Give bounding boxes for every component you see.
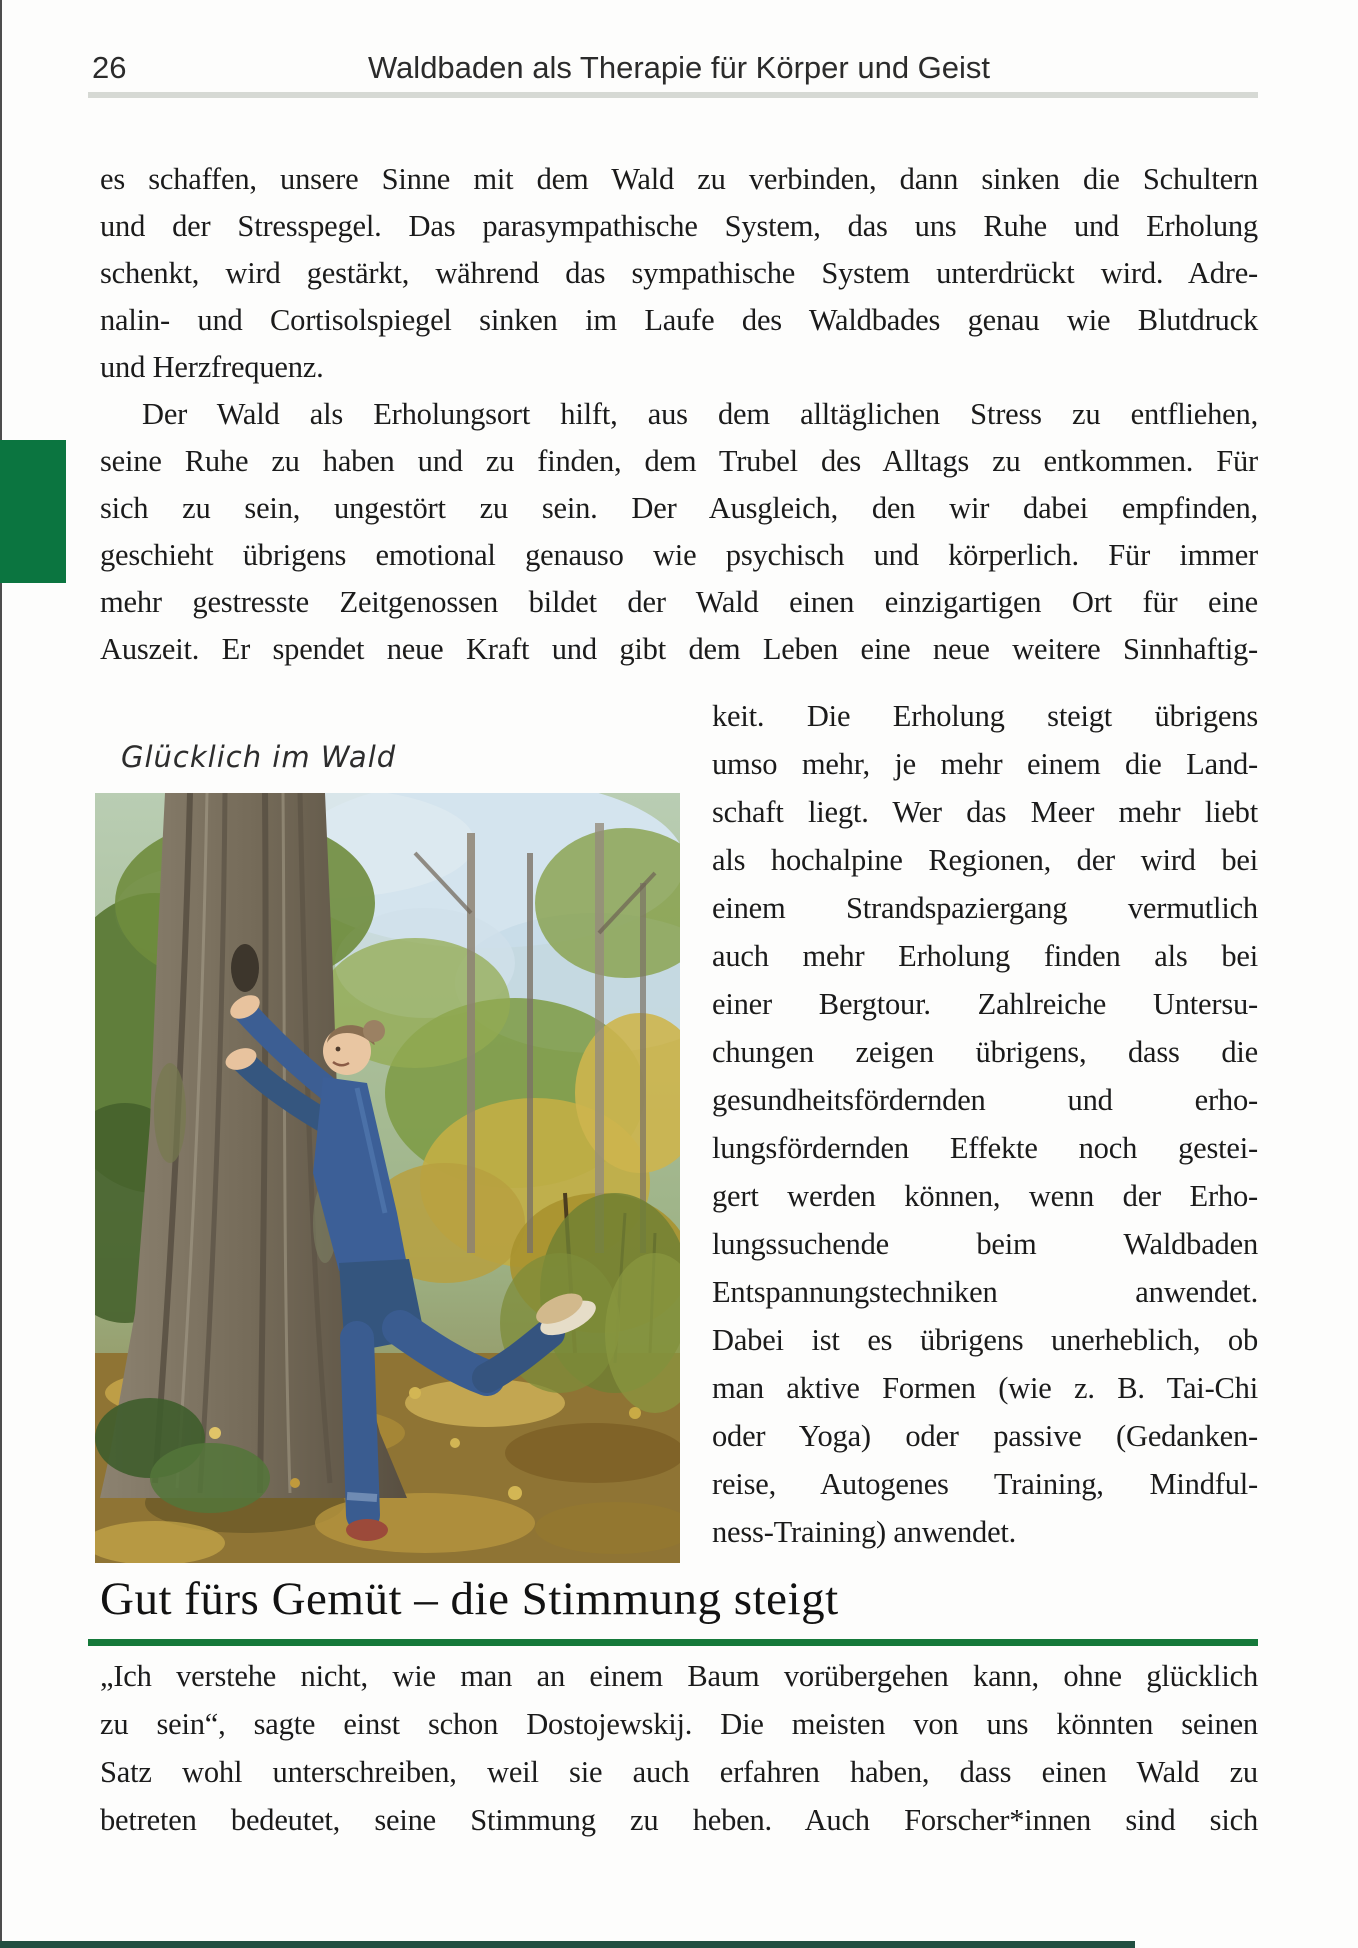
text-line: ness-Training) anwendet. — [712, 1515, 1017, 1549]
text-line: man aktive Formen (wie z. B. Tai-Chi — [712, 1371, 1258, 1405]
text-line: schenkt, wird gestärkt, während das sympathische System unterdrückt wird. Adre- — [100, 256, 1258, 290]
page-number: 26 — [92, 50, 127, 85]
header-rule — [88, 92, 1258, 98]
text-line: auch mehr Erholung finden als bei — [712, 939, 1258, 973]
text-line: als hochalpine Regionen, der wird bei — [712, 843, 1258, 877]
footer-bar — [0, 1941, 1135, 1948]
text-line: oder Yoga) oder passive (Gedanken- — [712, 1419, 1258, 1453]
text-line: geschieht übrigens emotional genauso wie psychisch und körperlich. Für immer — [100, 538, 1258, 572]
text-line: nalin- und Cortisolspiegel sinken im Laufe des Waldbades genau wie Blutdruck — [100, 303, 1258, 337]
text-line: lungsfördernden Effekte noch gestei- — [712, 1131, 1258, 1165]
text-line: Entspannungstechniken anwendet. — [712, 1275, 1258, 1309]
text-line: und der Stresspegel. Das parasympathische System, das uns Ruhe und Erholung — [100, 209, 1258, 243]
paragraph-3 — [100, 1652, 1258, 1844]
text-line: Auszeit. Er spendet neue Kraft und gibt dem Leben eine neue weitere Sinnhaftig- — [100, 632, 1258, 666]
text-line: chungen zeigen übrigens, dass die — [712, 1035, 1258, 1069]
text-line: „Ich verstehe nicht, wie man an einem Baum vorübergehen kann, ohne glücklich — [100, 1659, 1258, 1693]
paragraph-2 — [100, 391, 1258, 673]
running-title: Waldbaden als Therapie für Körper und Geist — [367, 50, 991, 85]
text-line: gert werden können, wenn der Erho- — [712, 1179, 1258, 1213]
text-line: und Herzfrequenz. — [100, 350, 324, 384]
text-line: sich zu sein, ungestört zu sein. Der Ausgleich, den wir dabei empfinden, — [100, 491, 1258, 525]
text-line: einer Bergtour. Zahlreiche Untersu- — [712, 987, 1258, 1021]
figure-photo — [95, 793, 680, 1563]
margin-green-marker — [0, 440, 66, 583]
text-line: umso mehr, je mehr einem die Land- — [712, 747, 1258, 781]
section-heading: Gut fürs Gemüt – die Stimmung steigt — [100, 1573, 839, 1625]
wrap-column — [712, 692, 1258, 1556]
section-heading-rule — [88, 1639, 1258, 1646]
text-line: seine Ruhe zu haben und zu finden, dem Trubel des Alltags zu entkommen. Für — [100, 444, 1258, 478]
text-line: Satz wohl unterschreiben, weil sie auch erfahren haben, dass einen Wald zu — [100, 1755, 1258, 1789]
text-line: einem Strandspaziergang vermutlich — [712, 891, 1258, 925]
text-line: es schaffen, unsere Sinne mit dem Wald zu verbinden, dann sinken die Schultern — [100, 162, 1258, 196]
text-line: mehr gestresste Zeitgenossen bildet der Wald einen einzigartigen Ort für eine — [100, 585, 1258, 619]
text-line: zu sein“, sagte einst schon Dostojewskij. Die meisten von uns könnten seinen — [100, 1707, 1258, 1741]
text-line: keit. Die Erholung steigt übrigens — [712, 699, 1258, 733]
text-line: Der Wald als Erholungsort hilft, aus dem alltäglichen Stress zu entfliehen, — [142, 397, 1258, 431]
text-line: betreten bedeutet, seine Stimmung zu heben. Auch Forscher*innen sind sich — [100, 1803, 1258, 1837]
text-line: Dabei ist es übrigens unerheblich, ob — [712, 1323, 1258, 1357]
paragraph-1 — [100, 156, 1258, 391]
text-line: gesundheitsfördernden und erho- — [712, 1083, 1258, 1117]
text-line: reise, Autogenes Training, Mindful- — [712, 1467, 1258, 1501]
page-edge-line — [0, 0, 2, 1948]
text-line: schaft liegt. Wer das Meer mehr liebt — [712, 795, 1258, 829]
figure-caption: Glücklich im Wald — [121, 740, 397, 774]
text-line: lungssuchende beim Waldbaden — [712, 1227, 1258, 1261]
